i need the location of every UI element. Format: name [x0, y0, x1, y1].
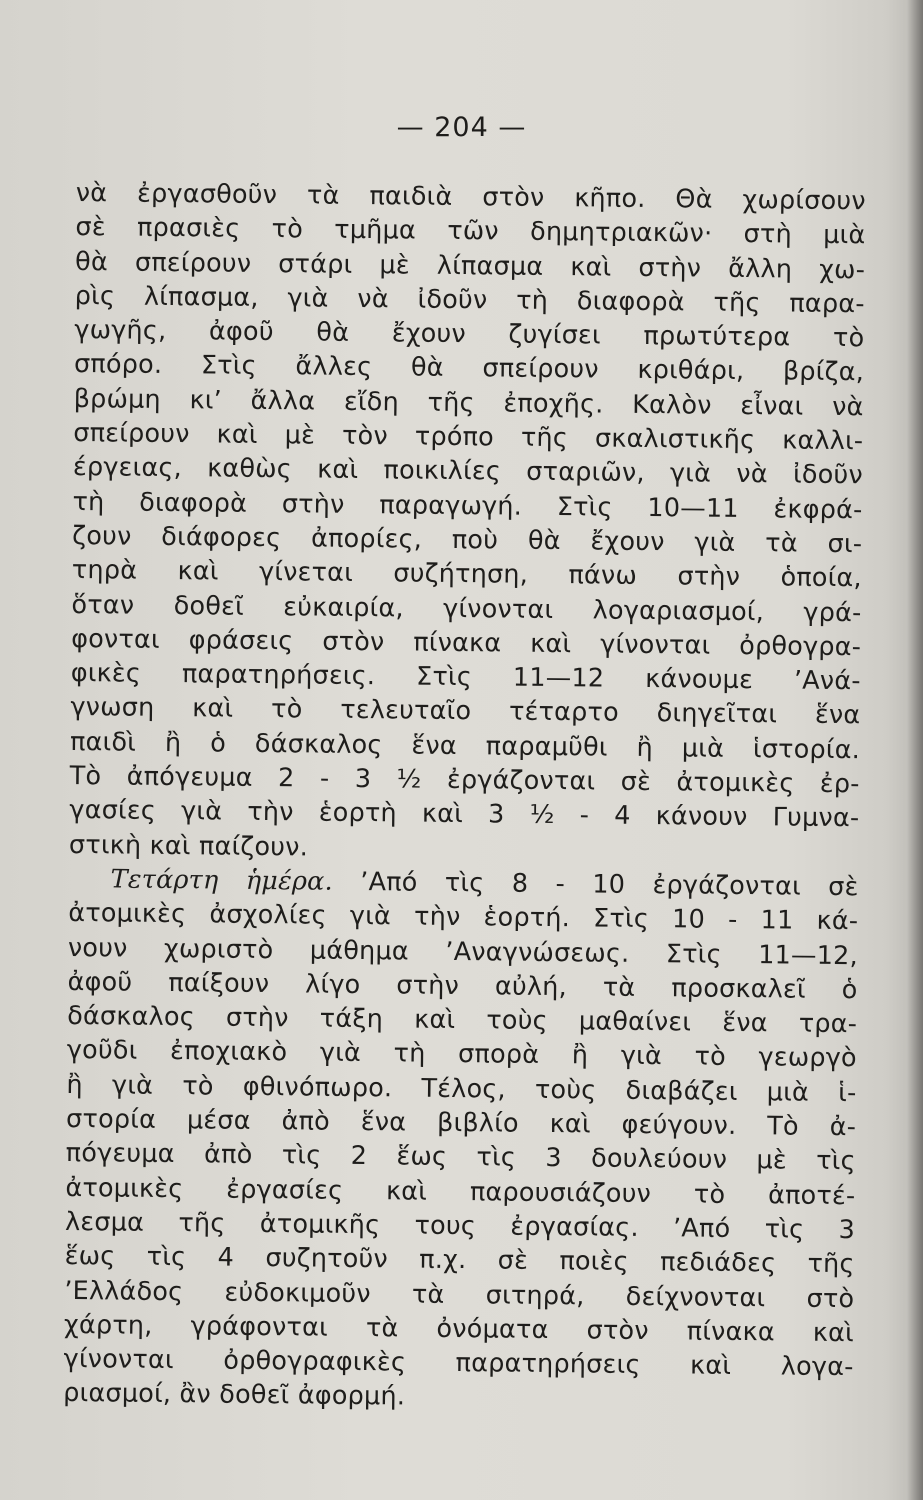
text-line: ’Ελλάδος εὐδοκιμοῦν τὰ σιτηρά, δείχνονται στὸ — [64, 1275, 855, 1314]
text-line: ’Από τὶς 8 - 10 ἐργάζονται σὲ — [360, 866, 859, 903]
text-line: λεσμα τῆς ἀτομικῆς τους ἐργασίας. ’Από τὶς 3 — [64, 1206, 856, 1246]
text-line: Τὸ ἀπόγευμα 2 - 3 ½ ἐργάζονται σὲ ἀτομικὲς ἐρ- — [69, 761, 860, 800]
text-line: ἀτομικὲς ἐργασίες καὶ παρουσιάζουν τὸ ἀποτέ- — [65, 1172, 856, 1211]
text-line: γοῦδι ἐποχιακὸ γιὰ τὴ σπορὰ ἢ γιὰ τὸ γεωργὸ — [66, 1035, 857, 1074]
text-line: θὰ σπείρουν στάρι μὲ λίπασμα καὶ στὴν ἄλλη χω- — [74, 246, 866, 285]
text-line: παιδὶ ἢ ὁ δάσκαλος ἕνα παραμῦθι ἢ μιὰ ἱστορία. — [69, 726, 861, 765]
text-line: πόγευμα ἀπὸ τὶς 2 ἕως τὶς 3 δουλεύουν μὲ τὶς — [65, 1138, 856, 1177]
text-line: γίνονται ὀρθογραφικὲς παρατηρήσεις καὶ λογα- — [63, 1344, 854, 1383]
text-line: ρὶς λίπασμα, γιὰ νὰ ἰδοῦν τὴ διαφορὰ τῆς παρα- — [74, 280, 865, 320]
text-line: ἀτομικὲς ἀσχολίες γιὰ τὴν ἑορτή. Στὶς 10 - 11 κά- — [68, 898, 859, 937]
text-line: τὴ διαφορὰ στὴν παραγωγή. Στὶς 10—11 ἐκφρά- — [72, 486, 863, 525]
text-line: στορία μέσα ἀπὸ ἕνα βιβλίο καὶ φεύγουν. Τὸ ἀ- — [65, 1103, 857, 1143]
text-line: τηρὰ καὶ γίνεται συζήτηση, πάνω στὴν ὁποία, — [71, 555, 862, 594]
spine-shadow — [907, 0, 923, 1500]
text-line: χάρτη, γράφονται τὰ ὀνόματα στὸν πίνακα καὶ — [63, 1309, 855, 1349]
paragraph-end-line: στικὴ καὶ παίζουν. — [68, 829, 309, 863]
text-line: φικὲς παρατηρήσεις. Στὶς 11—12 κάνουμε ’Ανά- — [70, 658, 861, 697]
section-heading: Τετάρτη ἡμέρα. — [110, 864, 334, 897]
text-line: γασίες γιὰ τὴν ἑορτὴ καὶ 3 ½ - 4 κάνουν Γυμνα- — [69, 795, 860, 834]
text-line: έργειας, καθὼς καὶ ποικιλίες σταριῶν, γιὰ νὰ ἰδοῦν — [72, 452, 864, 491]
text-line: ζουν διάφορες ἀπορίες, ποὺ θὰ ἔχουν γιὰ τὰ σι- — [72, 520, 863, 560]
text-line: βρώμη κι’ ἄλλα εἴδη τῆς ἐποχῆς. Καλὸν εἶναι νὰ — [73, 383, 864, 423]
text-line: νὰ ἐργασθοῦν τὰ παιδιὰ στὸν κῆπο. Θὰ χωρίσουν — [75, 177, 866, 217]
text-line: ὅταν δοθεῖ εὐκαιρία, γίνονται λογαριασμοί, γρά- — [71, 589, 862, 628]
text-line: φονται φράσεις στὸν πίνακα καὶ γίνονται ὀρθογρα- — [70, 623, 862, 663]
text-line: ἀφοῦ παίξουν λίγο στὴν αὐλή, τὰ προσκαλεῖ ὁ — [67, 966, 858, 1006]
text-line: σπόρο. Στὶς ἄλλες θὰ σπείρουν κριθάρι, βρίζα, — [73, 349, 865, 388]
text-line: ἢ γιὰ τὸ φθινόπωρο. Τέλος, τοὺς διαβάζει μιὰ ἱ- — [66, 1069, 857, 1108]
text-line: γωγῆς, ἀφοῦ θὰ ἔχουν ζυγίσει πρωτύτερα τὸ — [74, 315, 865, 354]
text-line: δάσκαλος στὴν τάξη καὶ τοὺς μαθαίνει ἕνα τρα- — [67, 1001, 858, 1040]
text-line: ἕως τὶς 4 συζητοῦν π.χ. σὲ ποιὲς πεδιάδες τῆς — [64, 1241, 855, 1280]
page-number: — 204 — — [396, 112, 527, 143]
text-line: σὲ πρασιὲς τὸ τμῆμα τῶν δημητριακῶν· στὴ μιὰ — [75, 212, 866, 251]
text-line: νουν χωριστὸ μάθημα ’Αναγνώσεως. Στὶς 11—12, — [67, 932, 859, 971]
text-line: γνωση καὶ τὸ τελευταῖο τέταρτο διηγεῖται ἕνα — [70, 692, 861, 731]
body-text — [63, 176, 866, 1419]
text-line: σπείρουν καὶ μὲ τὸν τρόπο τῆς σκαλιστικῆς καλλι- — [73, 418, 864, 457]
paragraph-end-line: ριασμοί, ἂν δοθεῖ ἀφορμή. — [63, 1378, 406, 1412]
